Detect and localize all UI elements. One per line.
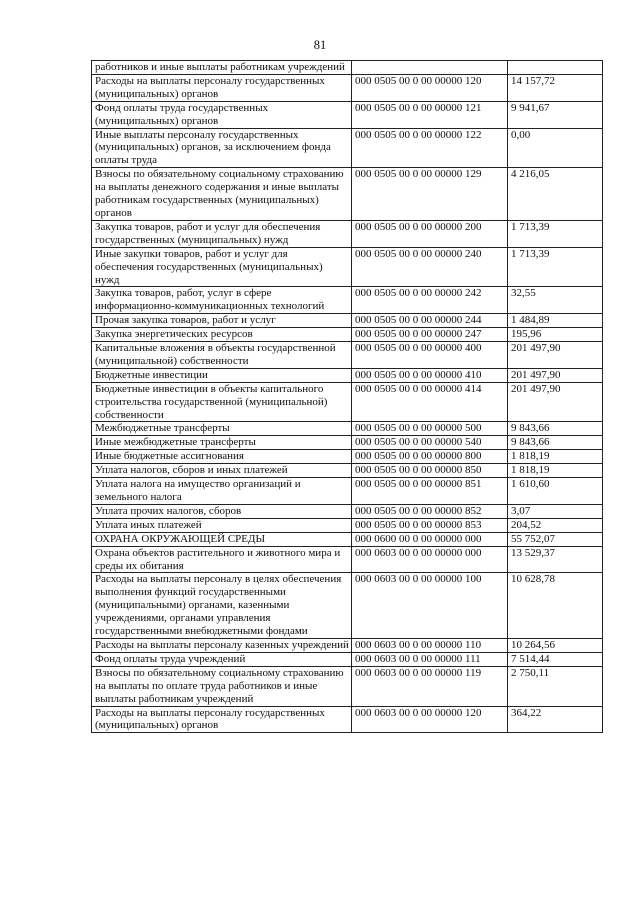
amount-cell: 201 497,90	[508, 368, 603, 382]
table-row	[92, 706, 603, 733]
expense-name-cell: Межбюджетные трансферты	[92, 422, 352, 436]
amount-cell: 1 484,89	[508, 314, 603, 328]
amount-cell: 2 750,11	[508, 666, 603, 706]
amount-cell: 13 529,37	[508, 546, 603, 573]
table-row	[92, 436, 603, 450]
budget-code-cell: 000 0603 00 0 00 00000 000	[352, 546, 508, 573]
table-row	[92, 666, 603, 706]
expense-name-cell: Уплата прочих налогов, сборов	[92, 504, 352, 518]
budget-code-cell: 000 0505 00 0 00 00000 853	[352, 518, 508, 532]
expense-name-cell: Закупка товаров, работ и услуг для обеспечения государственных (муниципальных) нужд	[92, 220, 352, 247]
expense-name-cell: Уплата иных платежей	[92, 518, 352, 532]
expense-name-cell: Взносы по обязательному социальному страхованию на выплаты денежного содержания и иные выплаты работникам государственных (муниципальных) органов	[92, 168, 352, 221]
budget-code-cell: 000 0505 00 0 00 00000 400	[352, 342, 508, 369]
budget-code-cell: 000 0603 00 0 00 00000 100	[352, 573, 508, 639]
table-row	[92, 638, 603, 652]
amount-cell: 0,00	[508, 128, 603, 168]
table-row	[92, 368, 603, 382]
expense-name-cell: Закупка энергетических ресурсов	[92, 328, 352, 342]
table-row	[92, 504, 603, 518]
budget-code-cell: 000 0505 00 0 00 00000 129	[352, 168, 508, 221]
budget-code-cell: 000 0505 00 0 00 00000 240	[352, 247, 508, 287]
amount-cell: 3,07	[508, 504, 603, 518]
amount-cell: 201 497,90	[508, 342, 603, 369]
table-row	[92, 328, 603, 342]
amount-cell: 4 216,05	[508, 168, 603, 221]
table-row	[92, 546, 603, 573]
table-row	[92, 464, 603, 478]
expense-name-cell: Бюджетные инвестиции в объекты капитального строительства государственной (муниципальной) собственности	[92, 382, 352, 422]
budget-code-cell: 000 0505 00 0 00 00000 244	[352, 314, 508, 328]
table-row	[92, 382, 603, 422]
table-row	[92, 573, 603, 639]
expense-name-cell: Расходы на выплаты персоналу в целях обеспечения выполнения функций государственными (муниципальными) органами, казенными учреждениями, органами управления государственными внебюджетными фондами	[92, 573, 352, 639]
expense-name-cell: Охрана объектов растительного и животного мира и среды их обитания	[92, 546, 352, 573]
expense-name-cell: Капитальные вложения в объекты государственной (муниципальной) собственности	[92, 342, 352, 369]
table-row	[92, 220, 603, 247]
amount-cell: 10 264,56	[508, 638, 603, 652]
budget-code-cell: 000 0603 00 0 00 00000 110	[352, 638, 508, 652]
amount-cell: 9 941,67	[508, 101, 603, 128]
expense-name-cell: Расходы на выплаты персоналу государственных (муниципальных) органов	[92, 74, 352, 101]
amount-cell: 201 497,90	[508, 382, 603, 422]
expense-name-cell: Фонд оплаты труда учреждений	[92, 652, 352, 666]
amount-cell: 1 713,39	[508, 220, 603, 247]
expense-name-cell: Фонд оплаты труда государственных (муниципальных) органов	[92, 101, 352, 128]
table-row	[92, 518, 603, 532]
expense-name-cell: Закупка товаров, работ, услуг в сфере информационно-коммуникационных технологий	[92, 287, 352, 314]
expense-name-cell: Уплата налогов, сборов и иных платежей	[92, 464, 352, 478]
amount-cell: 10 628,78	[508, 573, 603, 639]
amount-cell: 14 157,72	[508, 74, 603, 101]
table-row	[92, 532, 603, 546]
budget-code-cell: 000 0505 00 0 00 00000 410	[352, 368, 508, 382]
expense-name-cell: Иные бюджетные ассигнования	[92, 450, 352, 464]
budget-code-cell: 000 0505 00 0 00 00000 122	[352, 128, 508, 168]
page-number: 81	[313, 38, 327, 52]
table-row	[92, 450, 603, 464]
budget-code-cell: 000 0603 00 0 00 00000 111	[352, 652, 508, 666]
table-row	[92, 287, 603, 314]
budget-code-cell: 000 0505 00 0 00 00000 500	[352, 422, 508, 436]
table-row	[92, 342, 603, 369]
amount-cell: 9 843,66	[508, 436, 603, 450]
budget-code-cell: 000 0505 00 0 00 00000 540	[352, 436, 508, 450]
amount-cell: 195,96	[508, 328, 603, 342]
amount-cell	[508, 61, 603, 75]
amount-cell: 1 713,39	[508, 247, 603, 287]
expense-name-cell: ОХРАНА ОКРУЖАЮЩЕЙ СРЕДЫ	[92, 532, 352, 546]
expense-name-cell: Прочая закупка товаров, работ и услуг	[92, 314, 352, 328]
expense-name-cell: Иные закупки товаров, работ и услуг для обеспечения государственных (муниципальных) нужд	[92, 247, 352, 287]
expense-name-cell: Иные выплаты персоналу государственных (муниципальных) органов, за исключением фонда оплаты труда	[92, 128, 352, 168]
table-row	[92, 168, 603, 221]
amount-cell: 364,22	[508, 706, 603, 733]
budget-code-cell: 000 0505 00 0 00 00000 120	[352, 74, 508, 101]
table-row	[92, 478, 603, 505]
budget-code-cell: 000 0505 00 0 00 00000 850	[352, 464, 508, 478]
budget-code-cell: 000 0505 00 0 00 00000 242	[352, 287, 508, 314]
table-row	[92, 101, 603, 128]
amount-cell: 1 818,19	[508, 450, 603, 464]
table-row	[92, 61, 603, 75]
budget-code-cell: 000 0505 00 0 00 00000 121	[352, 101, 508, 128]
table-row	[92, 128, 603, 168]
amount-cell: 204,52	[508, 518, 603, 532]
table-row	[92, 74, 603, 101]
budget-code-cell: 000 0505 00 0 00 00000 247	[352, 328, 508, 342]
expense-name-cell: работников и иные выплаты работникам учреждений	[92, 61, 352, 75]
budget-code-cell: 000 0505 00 0 00 00000 851	[352, 478, 508, 505]
table-row	[92, 314, 603, 328]
budget-code-cell: 000 0603 00 0 00 00000 119	[352, 666, 508, 706]
expense-name-cell: Расходы на выплаты персоналу казенных учреждений	[92, 638, 352, 652]
budget-code-cell: 000 0505 00 0 00 00000 200	[352, 220, 508, 247]
budget-code-cell: 000 0505 00 0 00 00000 800	[352, 450, 508, 464]
budget-table	[91, 60, 603, 733]
table-row	[92, 652, 603, 666]
amount-cell: 1 818,19	[508, 464, 603, 478]
budget-code-cell: 000 0600 00 0 00 00000 000	[352, 532, 508, 546]
budget-code-cell: 000 0505 00 0 00 00000 852	[352, 504, 508, 518]
expense-name-cell: Взносы по обязательному социальному страхованию на выплаты по оплате труда работников и иные выплаты работникам учреждений	[92, 666, 352, 706]
amount-cell: 55 752,07	[508, 532, 603, 546]
table-body	[92, 61, 603, 733]
budget-code-cell: 000 0505 00 0 00 00000 414	[352, 382, 508, 422]
expense-name-cell: Бюджетные инвестиции	[92, 368, 352, 382]
table-row	[92, 247, 603, 287]
amount-cell: 7 514,44	[508, 652, 603, 666]
expense-name-cell: Расходы на выплаты персоналу государственных (муниципальных) органов	[92, 706, 352, 733]
expense-name-cell: Иные межбюджетные трансферты	[92, 436, 352, 450]
expense-name-cell: Уплата налога на имущество организаций и земельного налога	[92, 478, 352, 505]
amount-cell: 32,55	[508, 287, 603, 314]
budget-code-cell	[352, 61, 508, 75]
amount-cell: 1 610,60	[508, 478, 603, 505]
amount-cell: 9 843,66	[508, 422, 603, 436]
table-row	[92, 422, 603, 436]
budget-code-cell: 000 0603 00 0 00 00000 120	[352, 706, 508, 733]
